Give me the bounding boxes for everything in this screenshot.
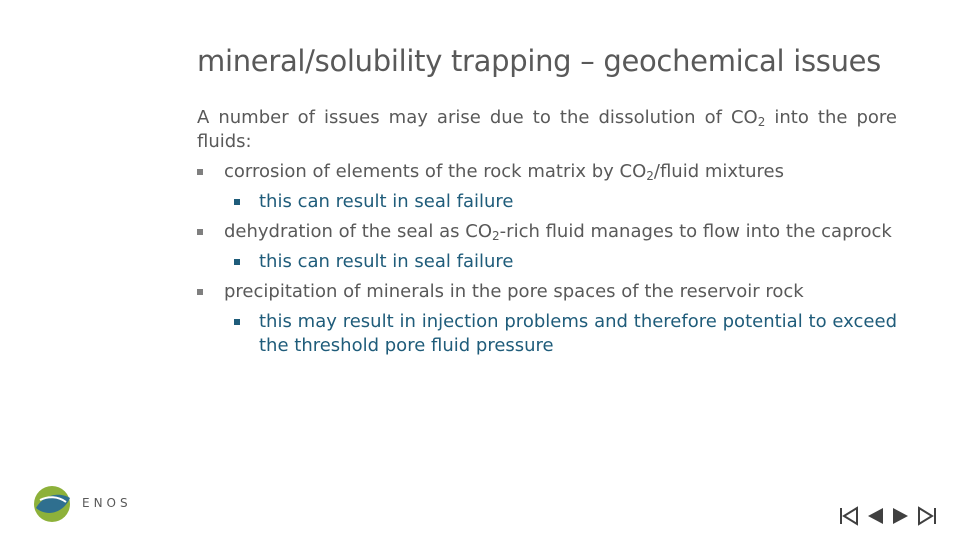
square-bullet-icon — [234, 319, 240, 325]
square-bullet-icon — [197, 289, 203, 295]
bullet-item: dehydration of the seal as $CO_2$-rich fluid manages to flow into the caprock — [197, 220, 897, 244]
square-bullet-icon — [234, 199, 240, 205]
previous-slide-icon[interactable] — [864, 505, 886, 527]
last-slide-icon[interactable] — [916, 505, 938, 527]
logo-text: ENOS — [82, 496, 132, 510]
sub-bullet-item: this can result in seal failure — [197, 190, 897, 214]
sub-bullet-item: this can result in seal failure — [197, 250, 897, 274]
sub-bullet-item: this may result in injection problems and therefore potential to exceed the threshold pore fluid pressure — [197, 310, 897, 358]
bullet-item: precipitation of minerals in the pore spaces of the reservoir rock — [197, 280, 897, 304]
next-slide-icon[interactable] — [890, 505, 912, 527]
intro-paragraph: A number of issues may arise due to the dissolution of $CO_2$ into the pore fluids: — [197, 107, 898, 152]
slide-body — [197, 106, 897, 358]
square-bullet-icon — [197, 229, 203, 235]
slide-title: mineral/solubility trapping – geochemical issues — [197, 44, 881, 78]
enos-logo — [30, 484, 140, 524]
square-bullet-icon — [234, 259, 240, 265]
bullet-item: corrosion of elements of the rock matrix by $CO_2$/fluid mixtures — [197, 160, 897, 184]
first-slide-icon[interactable] — [838, 505, 860, 527]
slide-navigation — [838, 505, 938, 529]
globe-logo-icon — [30, 484, 78, 524]
square-bullet-icon — [197, 169, 203, 175]
